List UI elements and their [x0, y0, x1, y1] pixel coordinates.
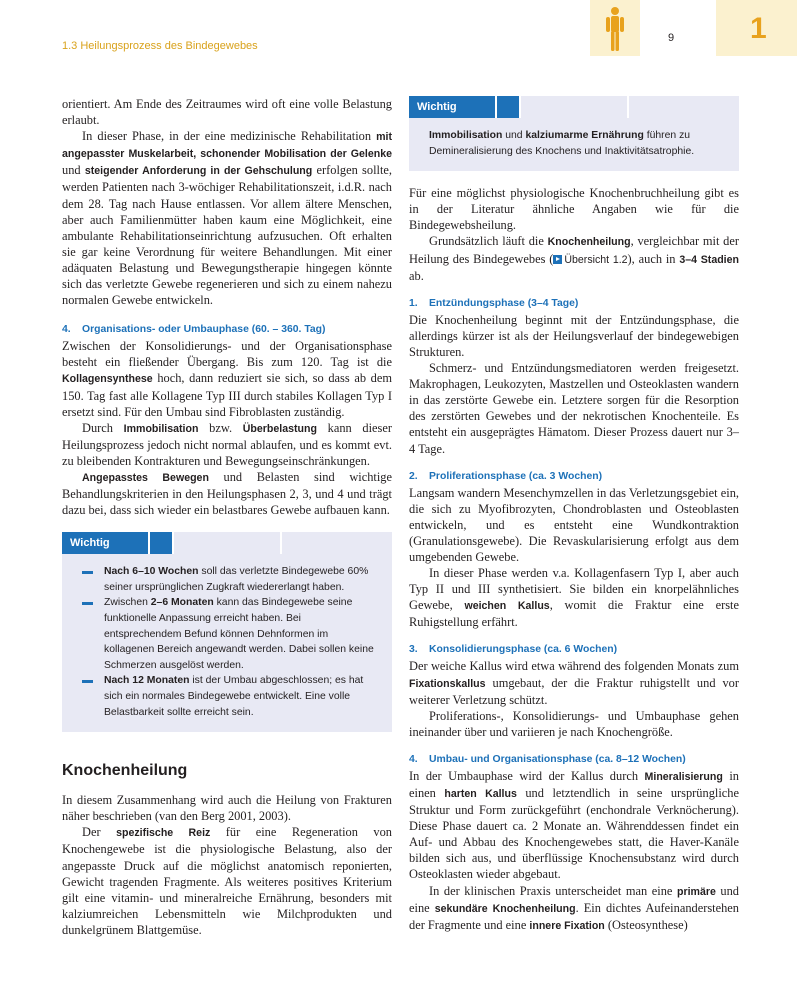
list-item: Zwischen 2–6 Monaten kann das Bindegewebe seine funktionelle Anpassung erreicht haben. Bei entsprechendem Befund können Dehnformen im kollagenen Bereich angewandt werden. Dabei sollen keine Schmerzen ausgelöst werden. — [82, 595, 378, 673]
section-heading: 2. Proliferationsphase (ca. 3 Wochen) — [409, 470, 603, 482]
section-heading: 3. Konsolidierungsphase (ca. 6 Wochen) — [409, 644, 618, 656]
running-header: 1.3 Heilungsprozess des Bindegewebes — [62, 40, 258, 52]
paragraph: Grundsätzlich läuft die Knochenheilung, vergleichbar mit der Heilung des Bindegewebes ( Übersicht 1.2), auch in 3–4 Stadien ab. — [409, 234, 739, 283]
paragraph: Der spezifische Reiz für eine Regeneration von Knochengewebe ist die physiologische Belastung, also der angepasste Druck auf die möglichst anatomisch reponierten, Gewicht tragenden Fragmente. Als weiteres positives Kriterium gilt eine vitamin- und mineralreiche Ernährung, besonders mit kalziumreichen Lebensmitteln wie Milchprodukten und dunkelgrünem Blattgemüse. — [62, 825, 393, 937]
cross-reference-link[interactable]: Übersicht 1.2 — [564, 253, 628, 266]
important-text: Immobilisation und kalziumarme Ernährung führen zu Demineralisierung des Knochens und Inaktivitätsatrophie. — [429, 130, 695, 157]
bullet-dash-icon — [82, 680, 93, 683]
list-item: Nach 6–10 Wochen soll das verletzte Bindegewebe 60% seiner ursprünglichen Zugkraft wiedererlangt haben. — [82, 564, 378, 595]
important-box — [62, 532, 392, 732]
important-label: Wichtig — [409, 96, 495, 118]
paragraph: Der weiche Kallus wird etwa während des folgenden Monats zum Fixationskallus umgebaut, der die Fraktur ruhigstellt und vor weiterer Verletzung schützt. — [409, 659, 739, 707]
bullet-dash-icon — [82, 571, 93, 574]
important-list — [82, 564, 378, 720]
paragraph: In dieser Phase, in der eine medizinische Rehabilitation mit angepasster Muskelarbeit, schonender Mobilisation der Gelenke und steigender Anforderung in der Gehschulung erfolgen sollte, werden Patienten nach 3-wöchiger Rehabilitationszeit, i.d.R. nach dem 28. Tag nach Hause entlassen. Vor allem ältere Menschen, aber auch Familienmütter haben kaum eine Möglichkeit, eine ambulante Rehabilitationseinrichtung aufzusuchen. Oft erhalten sie gar keine Verordnung für weitere Behandlungen. Mit einer adäquaten Belastung und Bewegungstherapie hingegen könnte sich das verletzte Gewebe regenerieren und sich zu einem nahezu normalen Gewebe entwickeln. — [62, 129, 392, 308]
paragraph: Proliferations-, Konsolidierungs- und Umbauphase gehen ineinander über und variieren je nach Knochengröße. — [409, 708, 739, 739]
right-column — [409, 96, 739, 934]
paragraph: Zwischen der Konsolidierungs- und der Organisationsphase besteht ein fließender Übergang. Bis zum 120. Tag ist die Kollagensynthese hoch, dann reduziert sie sich, so dass ab dem 150. Tag fast alle Kollagene Typ III durch stabiles Kollagen Typ I ersetzt sind. Für den Umbau sind Fibroblasten zuständig. — [62, 339, 392, 419]
section-heading: 1. Entzündungsphase (3–4 Tage) — [409, 297, 579, 309]
paragraph: Die Knochenheilung beginnt mit der Entzündungsphase, die allerdings kürzer ist als der Heilungsverlauf der bindegewebigen Strukturen. — [409, 312, 739, 359]
left-column — [62, 96, 392, 938]
paragraph: Durch Immobilisation bzw. Überbelastung kann dieser Heilungsprozess jedoch nicht normal ablaufen, und es kommt evt. zu bleibenden Kontrakturen und Bewegungseinschränkungen. — [62, 420, 392, 468]
paragraph: In dieser Phase werden v.a. Kollagenfasern Typ I, aber auch Typ II und III synthetisiert. Sie bilden ein knorpelähnliches Gewebe, weichen Kallus, womit die Fraktur eine erste Ruhigstellung erfährt. — [409, 566, 739, 630]
chapter-tab[interactable] — [716, 0, 797, 56]
section-heading: 4. Umbau- und Organisationsphase (ca. 8–12 Wochen) — [409, 753, 686, 765]
cross-reference-icon[interactable] — [553, 255, 562, 264]
important-box — [409, 96, 739, 171]
paragraph: In diesem Zusammenhang wird auch die Heilung von Frakturen näher beschrieben (van den Berg 2001, 2003). — [62, 793, 392, 824]
bullet-dash-icon — [82, 602, 93, 605]
important-box-header — [409, 96, 739, 118]
paragraph: Langsam wandern Mesenchymzellen in das Verletzungsgebiet ein, die sich zu Myofibrozyten, Chondroblasten und Osteoblasten entwickeln, und es entsteht eine Wundkontraktion (Granulationsgewebe). Die Revaskularisierung erfolgt aus dem umgebenden Gewebe. — [409, 485, 739, 564]
paragraph: Angepasstes Bewegen und Belasten sind wichtige Behandlungskriterien in den Heilungsphasen 2, 3, und 4 und trägt dazu bei, dass sich wieder ein belastbares Gewebe aufbauen kann. — [62, 469, 392, 518]
paragraph: In der klinischen Praxis unterscheidet man eine primäre und eine sekundäre Knochenheilung. Ein dichtes Aufeinanderstehen der Fragmente und eine innere Fixation (Osteosynthese) — [409, 883, 740, 932]
chapter-figure-tab — [590, 0, 640, 56]
page-number: 9 — [668, 32, 675, 44]
important-box-header — [62, 532, 392, 554]
section-heading: 4. Organisations- oder Umbauphase (60. – 360. Tag) — [62, 324, 326, 336]
section-title: Knochenheilung — [62, 762, 188, 780]
human-figure-icon — [604, 6, 626, 52]
list-item: Nach 12 Monaten ist der Umbau abgeschlossen; es hat sich ein normales Bindegewebe entwickelt. Eine volle Belastbarkeit sollte erreicht sein. — [82, 673, 378, 720]
important-label: Wichtig — [62, 532, 148, 554]
chapter-number: 1 — [750, 12, 767, 45]
paragraph: orientiert. Am Ende des Zeitraumes wird oft eine volle Belastung erlaubt. — [62, 97, 392, 128]
paragraph: Schmerz- und Entzündungsmediatoren werden freigesetzt. Makrophagen, Leukozyten, Mastzellen und Osteoklasten wandern in das zerstörte Gewebe ein. Letztere sorgen für die Resorption des zerstörten Gewebes und der nekrotischen Knochenteile. Es entsteht ein ausgeprägtes Hämatom. Dieser Prozess dauert nur 3–4 Tage. — [409, 361, 739, 456]
paragraph: In der Umbauphase wird der Kallus durch Mineralisierung in einen harten Kallus und letztendlich in seine ursprüngliche Struktur und Form zurückgeführt (enchondrale Verknöcherung). Diese Phase dauert ca. 2 Monate an. Währenddessen findet ein Auf- und Abbau des Knochengewebes statt, die Haver-Kanäle bilden sich aus, und überflüssige Knochensubstanz wird durch Osteoklasten wieder abgebaut. — [409, 768, 739, 882]
paragraph: Für eine möglichst physiologische Knochenbruchheilung gibt es in der Literatur ähnliche Angaben wie für die Bindegewebsheilung. — [409, 186, 739, 233]
